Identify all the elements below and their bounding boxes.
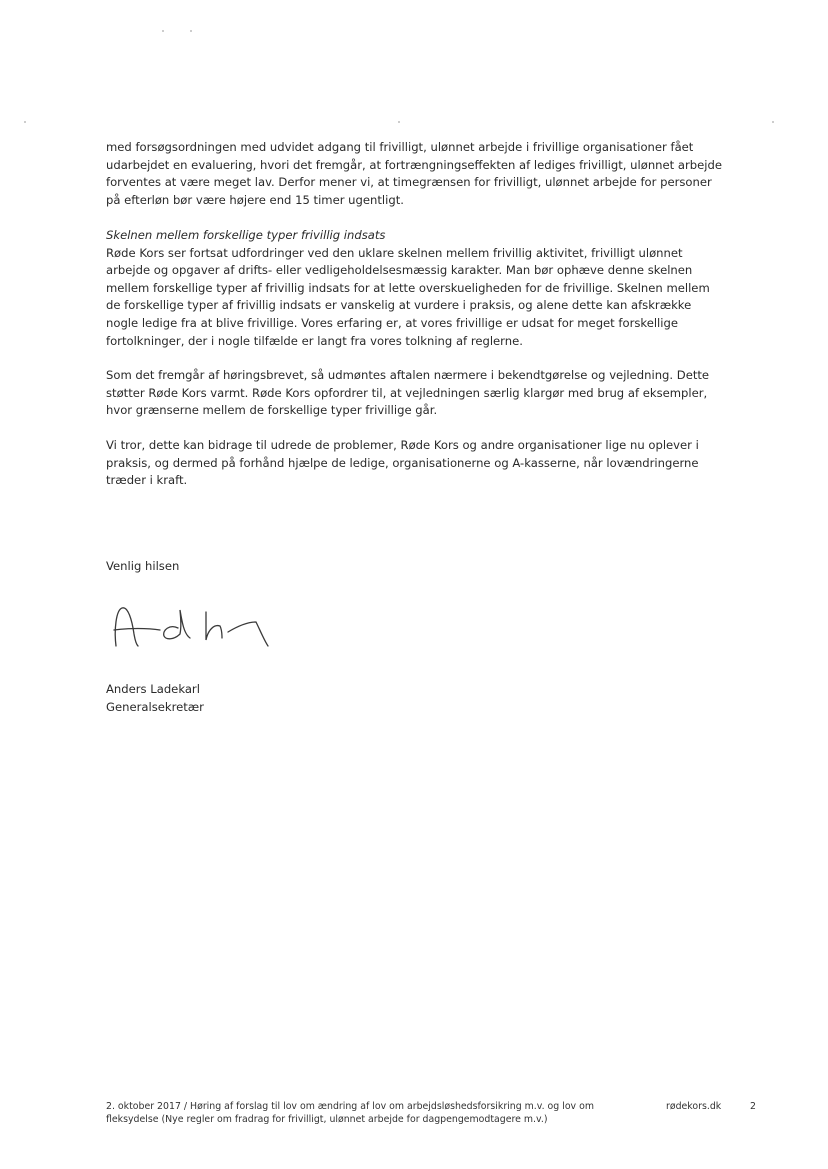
closing-greeting	[106, 558, 726, 576]
signer-block	[106, 681, 726, 716]
scan-speck	[398, 121, 400, 123]
paragraph-text: med forsøgsordningen med udvidet adgang til frivilligt, ulønnet arbejde i frivillige organisationer fået udarbejdet en evaluering, hvori det fremgår, at fortrængningseffekten af lediges frivilligt, ulønnet arbejde forventes at være meget lav. Derfor mener vi, at timegrænsen for frivilligt, ulønnet arbejde for personer på efterløn bør være højere end 15 timer ugentligt.	[106, 140, 722, 207]
section-skelnen	[106, 227, 726, 350]
scan-speck	[24, 121, 26, 123]
paragraph-conclusion	[106, 437, 726, 490]
page-footer	[106, 1100, 646, 1126]
signer-name: Anders Ladekarl	[106, 682, 200, 696]
signer-title: Generalsekretær	[106, 699, 204, 714]
handwritten-signature	[108, 600, 278, 660]
paragraph-text: Røde Kors ser fortsat udfordringer ved den uklare skelnen mellem frivillig aktivitet, frivilligt ulønnet arbejde og opgaver af drifts- eller vedligeholdelsesmæssig karakter. Man bør ophæve denne skelnen mellem forskellige typer af frivillig indsats for at lette overskueligheden for de frivillige. Skelnen mellem de forskellige typer af frivillig indsats er vanskelig at vurdere i praksis, og alene dette kan afskrække nogle ledige fra at blive frivillige. Vores erfaring er, at vores frivillige er udsat for meget forskellige fortolkninger, der i nogle tilfælde er langt fra vores tolkning af reglerne.	[106, 245, 710, 348]
paragraph-text: Vi tror, dette kan bidrage til udrede de problemer, Røde Kors og andre organisationer lige nu oplever i praksis, og dermed på forhånd hjælpe de ledige, organisationerne og A-kasserne, når lovændringerne træder i kraft.	[106, 438, 699, 488]
footer-text: 2. oktober 2017 / Høring af forslag til lov om ændring af lov om arbejdsløshedsforsikring m.v. og lov om fleksydelse (Nye regler om fradrag for frivilligt, ulønnet arbejde for dagpengemodtagere m.v.)	[106, 1101, 594, 1125]
paragraph-hoeringsbrev	[106, 367, 726, 420]
paragraph-efterloen	[106, 139, 726, 209]
scan-speck	[162, 30, 164, 32]
greeting-text: Venlig hilsen	[106, 559, 180, 573]
scan-speck	[190, 30, 192, 32]
footer-page-number: 2	[750, 1101, 756, 1112]
scan-speck	[772, 121, 774, 123]
paragraph-text: Som det fremgår af høringsbrevet, så udmøntes aftalen nærmere i bekendtgørelse og vejledning. Dette støtter Røde Kors varmt. Røde Kors opfordrer til, at vejledningen særlig klargør med brug af eksempler, hvor grænserne mellem de forskellige typer frivillige går.	[106, 368, 710, 418]
footer-site: rødekors.dk	[666, 1101, 722, 1112]
section-heading: Skelnen mellem forskellige typer frivillig indsats	[106, 228, 386, 242]
